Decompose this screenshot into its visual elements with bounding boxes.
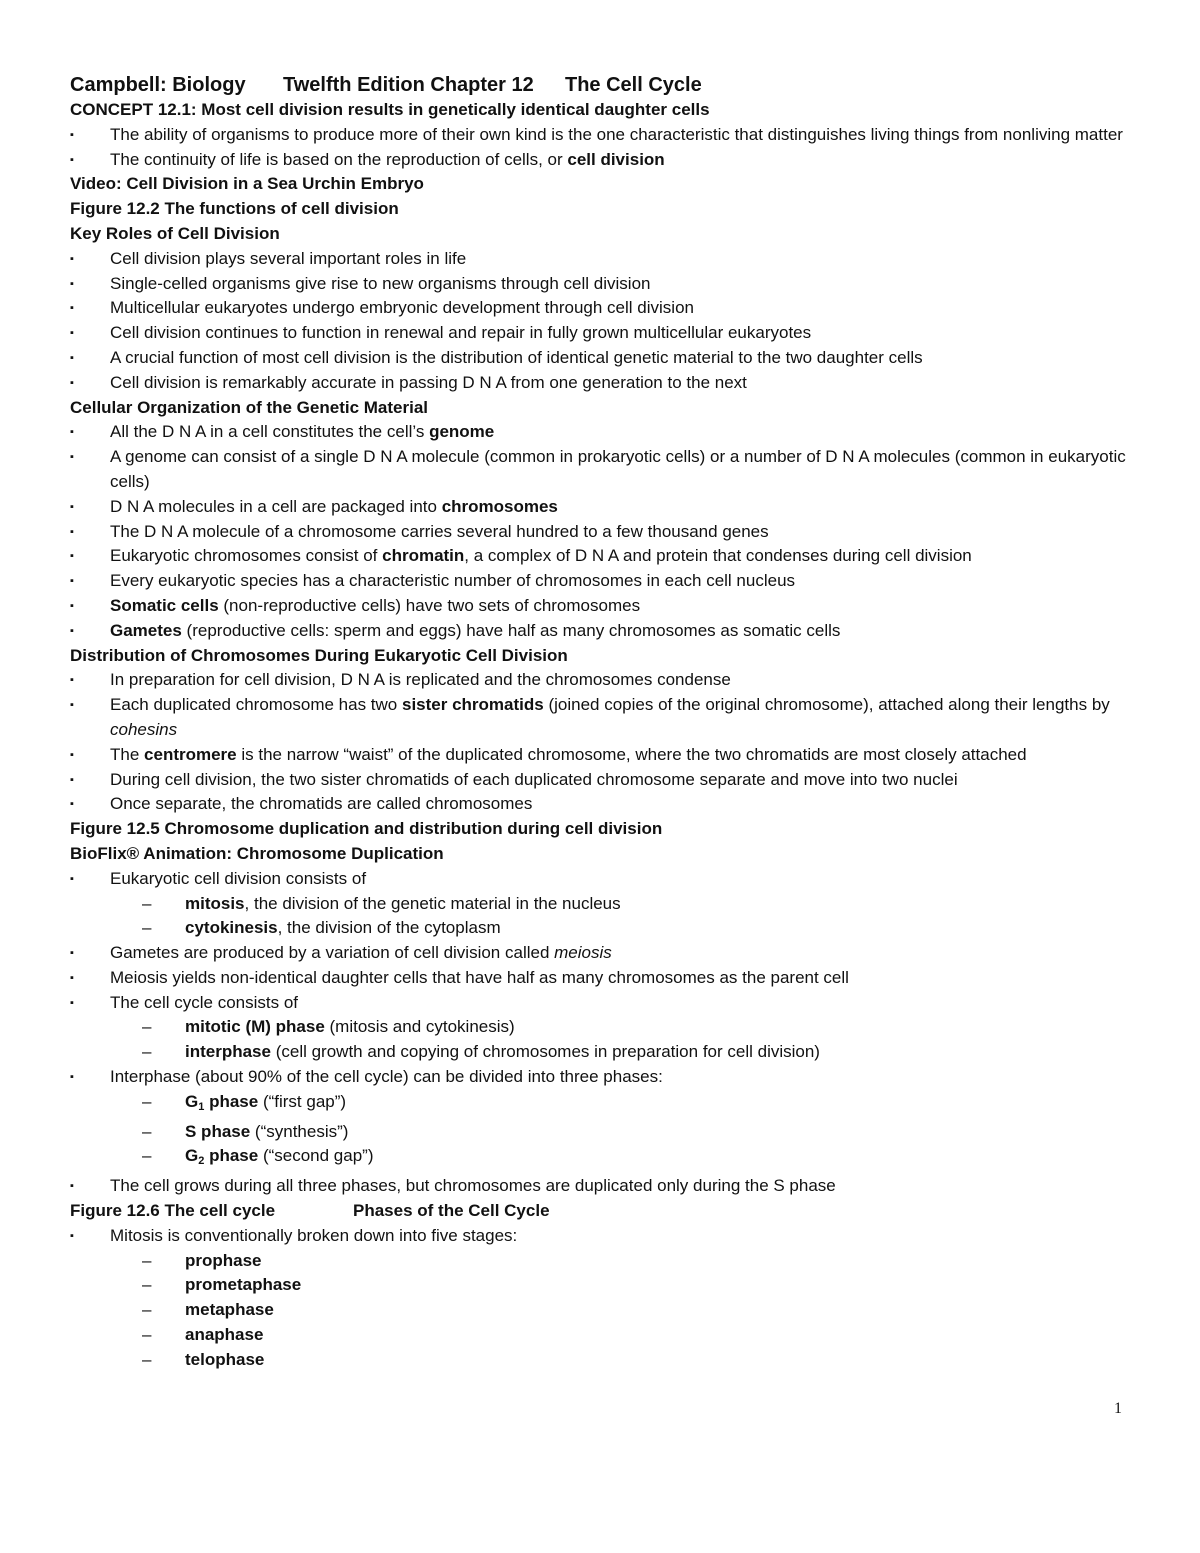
key-roles-item: ▪ Cell division continues to function in renewal and repair in fully grown multicellular eukaryotes bbox=[70, 321, 1140, 346]
intro-item-2: ▪ The continuity of life is based on the reproduction of cells, or cell division bbox=[70, 148, 1140, 173]
cellular-org-item: ▪ Every eukaryotic species has a characteristic number of chromosomes in each cell nucleus bbox=[70, 569, 1140, 594]
cellular-org-item: ▪ Gametes (reproductive cells: sperm and eggs) have half as many chromosomes as somatic cells bbox=[70, 619, 1140, 644]
cellular-org-item: ▪ Eukaryotic chromosomes consist of chromatin, a complex of D N A and protein that condenses during cell division bbox=[70, 544, 1140, 569]
video-heading: Video: Cell Division in a Sea Urchin Embryo bbox=[70, 174, 424, 194]
key-roles-item: ▪ Single-celled organisms give rise to new organisms through cell division bbox=[70, 272, 1140, 297]
mitosis-stage: – prometaphase bbox=[70, 1273, 1140, 1298]
mitosis-intro: ▪ Mitosis is conventionally broken down into five stages: bbox=[70, 1224, 1140, 1249]
phase-g2: – $G_2$ phase (“second gap”) bbox=[70, 1144, 1140, 1174]
key-roles-heading: Key Roles of Cell Division bbox=[70, 223, 280, 243]
figure-12-5-heading: Figure 12.5 Chromosome duplication and distribution during cell division bbox=[70, 819, 663, 839]
figure-12-6-heading: Figure 12.6 The cell cycle Phases of the Cell Cycle bbox=[70, 1201, 550, 1221]
title-chapter-name: The Cell Cycle bbox=[565, 74, 702, 96]
cellular-org-item: ▪ D N A molecules in a cell are packaged into chromosomes bbox=[70, 495, 1140, 520]
cellular-org-item: ▪ Somatic cells (non-reproductive cells) have two sets of chromosomes bbox=[70, 594, 1140, 619]
division-item: ▪ Meiosis yields non-identical daughter cells that have half as many chromosomes as the parent cell bbox=[70, 966, 1140, 991]
distribution-heading: Distribution of Chromosomes During Eukaryotic Cell Division bbox=[70, 645, 568, 665]
division-item: ▪ Interphase (about 90% of the cell cycle) can be divided into three phases: bbox=[70, 1065, 1140, 1090]
key-roles-item: ▪ A crucial function of most cell division is the distribution of identical genetic material to the two daughter cells bbox=[70, 346, 1140, 371]
mitosis-stage: – metaphase bbox=[70, 1298, 1140, 1323]
phase-g1: – $G_1$ phase (“first gap”) bbox=[70, 1090, 1140, 1120]
mitosis-stage: – telophase bbox=[70, 1348, 1140, 1373]
title-edition-chapter: Twelfth Edition Chapter 12 bbox=[283, 74, 534, 96]
distribution-item: ▪ Once separate, the chromatids are called chromosomes bbox=[70, 792, 1140, 817]
division-sub-item: – mitotic (M) phase (mitosis and cytokinesis) bbox=[70, 1015, 1140, 1040]
mitosis-stage: – anaphase bbox=[70, 1323, 1140, 1348]
cellular-org-heading: Cellular Organization of the Genetic Material bbox=[70, 397, 429, 417]
distribution-item: ▪ Each duplicated chromosome has two sister chromatids (joined copies of the original chromosome), attached along their lengths by cohesins bbox=[70, 693, 1140, 743]
cellular-org-item: ▪ All the D N A in a cell constitutes the cell’s genome bbox=[70, 420, 1140, 445]
division-sub-item: – mitosis, the division of the genetic material in the nucleus bbox=[70, 892, 1140, 917]
bioflix-heading: BioFlix® Animation: Chromosome Duplication bbox=[70, 843, 444, 863]
concept-heading: CONCEPT 12.1: Most cell division results in genetically identical daughter cells bbox=[70, 100, 710, 119]
distribution-item: ▪ The centromere is the narrow “waist” of the duplicated chromosome, where the two chromatids are most closely attached bbox=[70, 743, 1140, 768]
cellular-org-item: ▪ A genome can consist of a single D N A molecule (common in prokaryotic cells) or a number of D N A molecules (common in eukaryotic cells) bbox=[70, 445, 1140, 495]
phase-s: – S phase (“synthesis”) bbox=[70, 1120, 1140, 1145]
distribution-item: ▪ During cell division, the two sister chromatids of each duplicated chromosome separate and move into two nuclei bbox=[70, 768, 1140, 793]
distribution-item: ▪ In preparation for cell division, D N A is replicated and the chromosomes condense bbox=[70, 668, 1140, 693]
document-page bbox=[70, 72, 1140, 1373]
document-title bbox=[70, 72, 1140, 98]
division-item: ▪ Eukaryotic cell division consists of bbox=[70, 867, 1140, 892]
key-roles-item: ▪ Cell division is remarkably accurate in passing D N A from one generation to the next bbox=[70, 371, 1140, 396]
division-item: ▪ The cell grows during all three phases, but chromosomes are duplicated only during the S phase bbox=[70, 1174, 1140, 1199]
key-roles-item: ▪ Cell division plays several important roles in life bbox=[70, 247, 1140, 272]
page-number: 1 bbox=[1114, 1400, 1122, 1417]
division-sub-item: – interphase (cell growth and copying of chromosomes in preparation for cell division) bbox=[70, 1040, 1140, 1065]
division-item: ▪ The cell cycle consists of bbox=[70, 991, 1140, 1016]
division-item: ▪ Gametes are produced by a variation of cell division called meiosis bbox=[70, 941, 1140, 966]
title-book: Campbell: Biology bbox=[70, 74, 246, 96]
key-roles-item: ▪ Multicellular eukaryotes undergo embryonic development through cell division bbox=[70, 296, 1140, 321]
figure-12-2-heading: Figure 12.2 The functions of cell division bbox=[70, 199, 399, 219]
mitosis-stage: – prophase bbox=[70, 1249, 1140, 1274]
cellular-org-item: ▪ The D N A molecule of a chromosome carries several hundred to a few thousand genes bbox=[70, 520, 1140, 545]
intro-item-1: ▪ The ability of organisms to produce more of their own kind is the one characteristic that distinguishes living things from nonliving matter bbox=[70, 123, 1140, 148]
division-sub-item: – cytokinesis, the division of the cytoplasm bbox=[70, 916, 1140, 941]
